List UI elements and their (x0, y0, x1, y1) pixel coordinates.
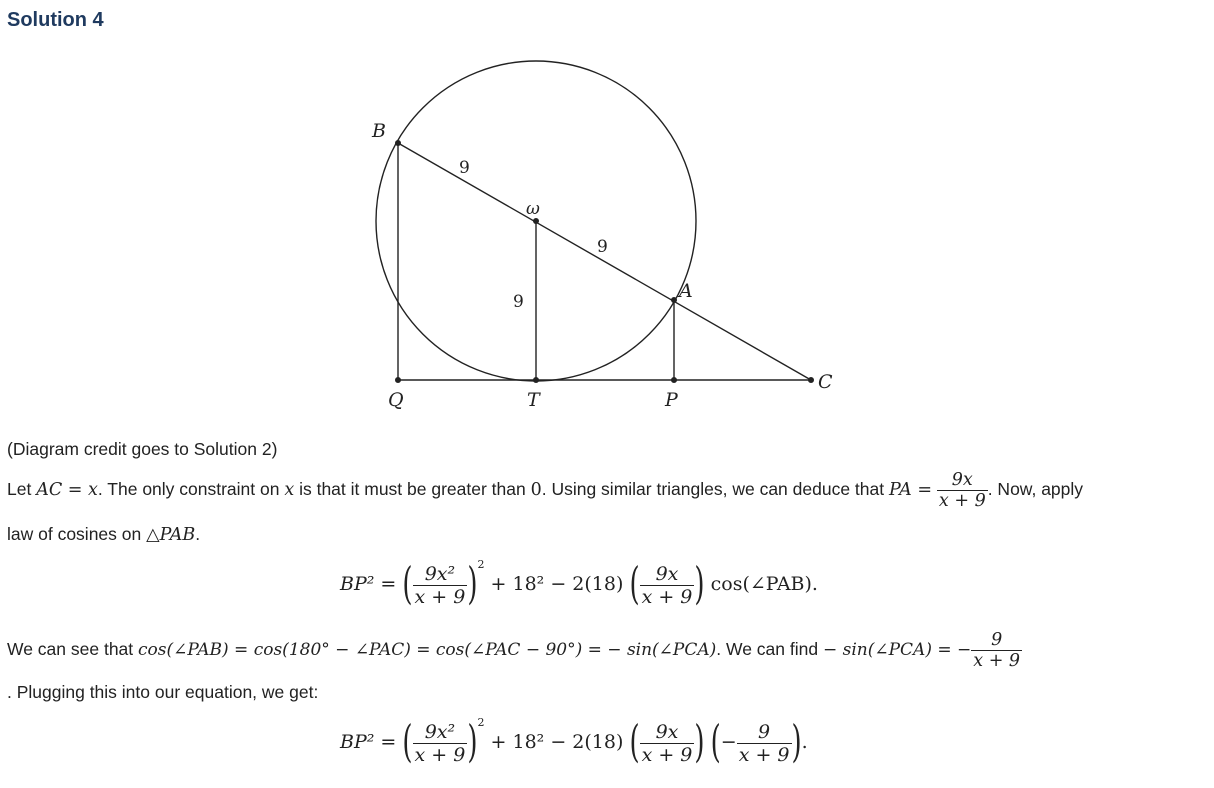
point-q (395, 377, 401, 383)
equation-lhs: BP² = (340, 573, 397, 595)
left-paren: ( (402, 559, 413, 611)
segment-bc (398, 143, 811, 380)
length-omega-a: 9 (597, 237, 608, 257)
fraction (640, 563, 695, 608)
math-inline: − sin(∠PCA) = − (822, 640, 972, 661)
right-paren: ) (694, 559, 705, 611)
fraction-denominator: x + 9 (641, 743, 693, 766)
paragraph-2-line-1 (7, 630, 1022, 671)
minus-sign: − (720, 731, 737, 753)
left-paren: ( (710, 717, 721, 769)
math-inline: x (284, 480, 295, 501)
math-inline: PA = (888, 480, 933, 501)
fraction (413, 563, 468, 608)
fraction-denominator: x + 9 (641, 585, 693, 608)
math-inline: AC = x (36, 480, 98, 501)
text-segment: law of cosines on (7, 524, 147, 544)
math-inline: 0 (530, 480, 542, 501)
math-inline: cos(∠PAB) = cos(180° − ∠PAC) = cos(∠PAC − 90°) = − sin(∠PCA) (138, 640, 717, 661)
fraction-sin (971, 630, 1022, 671)
fraction-numerator: 9x (640, 563, 695, 586)
text-segment: . The only constraint on (97, 479, 285, 500)
math-inline: △PAB (146, 525, 196, 545)
label-p: P (665, 389, 678, 411)
exponent: 2 (477, 716, 485, 729)
fraction-numerator: 9x² (413, 721, 468, 744)
equation-tail: cos(∠PAB). (710, 573, 818, 595)
equation-1 (340, 558, 818, 611)
fraction-numerator: 9 (971, 630, 1022, 651)
equation-middle: + 18² − 2(18) (490, 731, 624, 753)
fraction-denominator: x + 9 (414, 743, 466, 766)
text-segment: is that it must be greater than (294, 479, 531, 500)
label-q: Q (388, 389, 404, 411)
fraction-numerator: 9x (640, 721, 695, 744)
fraction-pa (937, 470, 988, 511)
label-omega: ω (526, 199, 540, 219)
fraction-denominator: x + 9 (738, 743, 790, 766)
left-paren: ( (629, 717, 640, 769)
text-segment: Let (7, 479, 37, 500)
left-paren: ( (629, 559, 640, 611)
fraction-denominator: x + 9 (973, 651, 1021, 671)
label-b: B (372, 120, 386, 142)
right-paren: ) (467, 717, 478, 769)
right-paren: ) (694, 717, 705, 769)
equation-middle: + 18² − 2(18) (490, 573, 624, 595)
text-segment: . Using similar triangles, we can deduce that (541, 479, 889, 500)
equation-tail: . (801, 731, 808, 753)
fraction-numerator: 9x² (413, 563, 468, 586)
fraction (640, 721, 695, 766)
paragraph-1-line-1 (7, 470, 1083, 511)
right-paren: ) (791, 717, 802, 769)
fraction (737, 721, 792, 766)
text-segment: . (195, 524, 201, 544)
label-a: A (679, 280, 693, 302)
left-paren: ( (402, 717, 413, 769)
paragraph-2-line-2: . Plugging this into our equation, we get: (7, 682, 319, 702)
fraction-numerator: 9x (937, 470, 988, 491)
right-paren: ) (467, 559, 478, 611)
text-segment: We can see that (7, 639, 139, 660)
fraction (413, 721, 468, 766)
text-segment: . Now, apply (987, 479, 1084, 500)
point-b (395, 140, 401, 146)
label-t: T (527, 389, 540, 411)
solution-heading: Solution 4 (7, 9, 104, 31)
paragraph-1-line-2 (7, 524, 200, 545)
point-p (671, 377, 677, 383)
equation-lhs: BP² = (340, 731, 397, 753)
point-t (533, 377, 539, 383)
text-segment: . We can find (716, 639, 823, 660)
diagram-credit: (Diagram credit goes to Solution 2) (7, 439, 278, 459)
fraction-denominator: x + 9 (938, 491, 986, 511)
equation-2 (340, 716, 808, 769)
exponent: 2 (477, 558, 485, 571)
label-c: C (818, 371, 833, 393)
point-c (808, 377, 814, 383)
length-omega-t: 9 (513, 292, 524, 312)
geometry-diagram (360, 55, 860, 415)
length-b-omega: 9 (459, 158, 470, 178)
fraction-denominator: x + 9 (414, 585, 466, 608)
fraction-numerator: 9 (737, 721, 792, 744)
point-a (671, 297, 677, 303)
